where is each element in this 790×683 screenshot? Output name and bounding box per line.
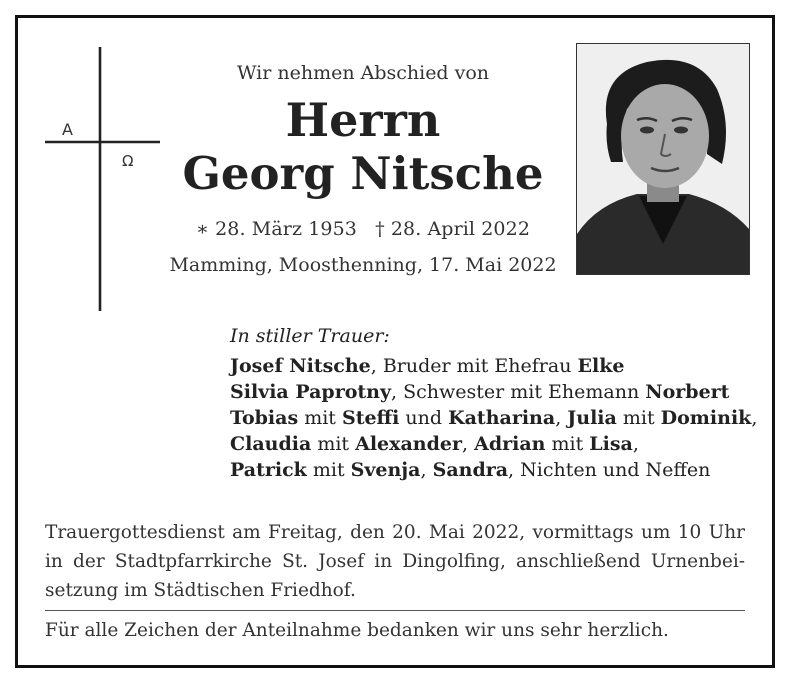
mourner-relation: , Nichten und Neffen	[508, 459, 711, 481]
service-info	[45, 518, 745, 605]
alpha-symbol: A	[62, 120, 73, 139]
death-date: † 28. April 2022	[375, 218, 531, 240]
thanks-text: Für alle Zeichen der Anteilnahme bedanken wir uns sehr herzlich.	[45, 620, 669, 641]
mourner-line	[230, 405, 760, 431]
service-line-1: Trauergottesdienst am Freitag, den 20. Mai 2022, vormittags um 10 Uhr	[45, 522, 745, 543]
mourners-list	[230, 353, 760, 483]
mourner-name: Josef Nitsche	[230, 355, 371, 377]
mourner-name: Norbert	[645, 381, 730, 403]
mourner-name: Lisa	[589, 433, 633, 455]
birth-date: ∗ 28. März 1953	[195, 218, 357, 240]
mourner-name: Sandra	[432, 459, 509, 481]
mourner-name: Julia	[567, 407, 617, 429]
mourner-name: Alexander	[355, 433, 462, 455]
intro-text: Wir nehmen Abschied von	[236, 62, 490, 84]
mourner-name: Steffi	[341, 407, 400, 429]
portrait-photo	[576, 43, 750, 275]
omega-symbol: Ω	[122, 152, 134, 170]
mourner-name: Svenja	[350, 459, 421, 481]
mourner-name: Adrian	[474, 433, 546, 455]
mourner-relation: mit	[306, 459, 351, 481]
mourner-relation: mit	[298, 407, 342, 429]
title-herrn: Herrn	[285, 93, 441, 147]
obituary-frame	[15, 15, 775, 668]
service-line-2: in der Stadtpfarrkirche St. Josef in Dingolfing, anschließend Urnenbei-	[45, 551, 745, 572]
divider	[45, 610, 745, 611]
mourners-block	[230, 323, 760, 483]
mourner-line	[230, 431, 760, 457]
mourner-relation: ,	[461, 433, 475, 455]
mourner-relation: , Schwester mit Ehemann	[391, 381, 646, 403]
mourner-name: Claudia	[230, 433, 312, 455]
mourner-relation: mit	[616, 407, 661, 429]
cross-icon	[44, 45, 164, 315]
service-line-3: setzung im Städtischen Friedhof.	[45, 580, 356, 601]
mourner-relation: , Bruder mit Ehefrau	[370, 355, 578, 377]
mourner-name: Katharina	[448, 407, 556, 429]
place-date: Mamming, Moosthenning, 17. Mai 2022	[169, 254, 557, 276]
mourner-name: Tobias	[230, 407, 299, 429]
portrait-illustration	[577, 44, 749, 274]
deceased-name: Georg Nitsche	[182, 147, 544, 200]
mourner-relation: ,	[632, 433, 639, 455]
mourner-relation: ,	[555, 407, 568, 429]
header-block	[158, 58, 568, 276]
mourner-relation: und	[399, 407, 449, 429]
mourner-name: Elke	[577, 355, 625, 377]
mourners-heading: In stiller Trauer:	[230, 325, 390, 347]
mourner-relation: mit	[545, 433, 590, 455]
mourner-relation: ,	[751, 407, 758, 429]
mourner-line	[230, 457, 760, 483]
mourner-name: Patrick	[230, 459, 307, 481]
mourner-name: Silvia Paprotny	[230, 381, 392, 403]
life-dates	[158, 218, 568, 240]
mourner-relation: ,	[420, 459, 433, 481]
mourner-name: Dominik	[660, 407, 752, 429]
mourner-line	[230, 379, 760, 405]
mourner-relation: mit	[311, 433, 356, 455]
mourner-line	[230, 353, 760, 379]
